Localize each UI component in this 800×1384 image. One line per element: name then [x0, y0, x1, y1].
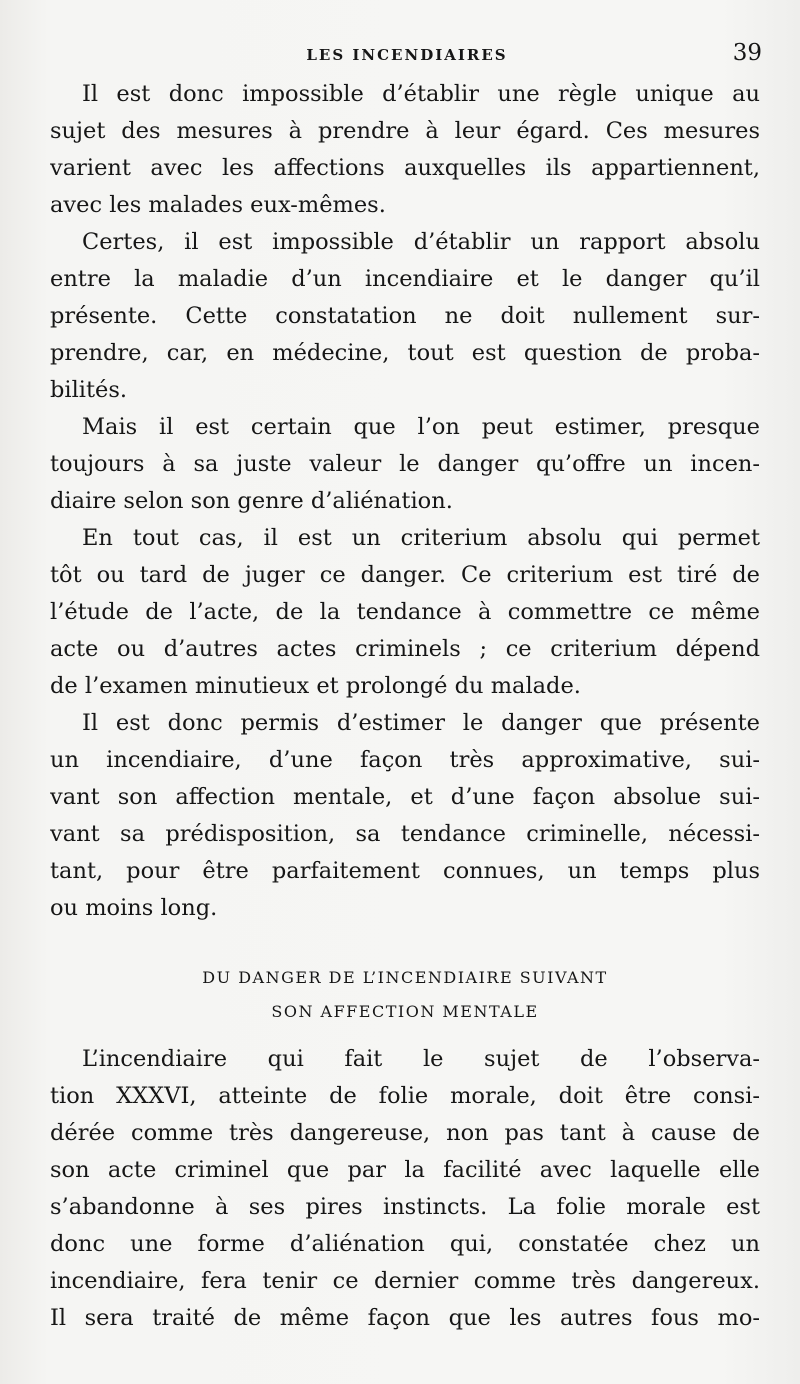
text-line: un incendiaire, d’une façon très approximative, sui- — [50, 747, 760, 773]
text-line: vant sa prédisposition, sa tendance criminelle, nécessi- — [50, 821, 760, 847]
text-line: son acte criminel que par la facilité avec laquelle elle — [50, 1157, 760, 1183]
text-line: avec les malades eux-mêmes. — [50, 192, 386, 218]
text-line: ou moins long. — [50, 895, 218, 921]
section-heading-line-1: DU DANGER DE L’INCENDIAIRE SUIVANT — [202, 968, 608, 987]
text-line: Il sera traité de même façon que les autres fous mo- — [50, 1305, 760, 1331]
body-text — [50, 76, 760, 1337]
text-line: Mais il est certain que l’on peut estimer, presque — [82, 414, 760, 440]
text-line: Certes, il est impossible d’établir un rapport absolu — [82, 229, 760, 255]
text-line: s’abandonne à ses pires instincts. La folie morale est — [50, 1194, 760, 1220]
text-line: incendiaire, fera tenir ce dernier comme très dangereux. — [50, 1268, 760, 1294]
paragraph-3 — [50, 409, 760, 520]
spacer — [50, 1029, 760, 1041]
text-line: présente. Cette constatation ne doit nullement sur- — [50, 303, 760, 329]
text-line: sujet des mesures à prendre à leur égard. Ces mesures — [50, 118, 760, 144]
paragraph-2 — [50, 224, 760, 409]
text-line: varient avec les affections auxquelles ils appartiennent, — [50, 155, 760, 181]
text-line: tion XXXVI, atteinte de folie morale, doit être consi- — [50, 1083, 760, 1109]
text-line: acte ou d’autres actes criminels ; ce criterium dépend — [50, 636, 760, 662]
paragraph-1 — [50, 76, 760, 224]
page-number: 39 — [732, 40, 762, 66]
text-line: prendre, car, en médecine, tout est question de proba- — [50, 340, 760, 366]
page-header — [52, 40, 762, 70]
text-line: vant son affection mentale, et d’une façon absolue sui- — [50, 784, 760, 810]
text-line: Il est donc permis d’estimer le danger que présente — [82, 710, 760, 736]
running-head: LES INCENDIAIRES — [306, 46, 508, 64]
section-heading — [50, 961, 760, 1029]
text-line: toujours à sa juste valeur le danger qu’offre un incen- — [50, 451, 760, 477]
text-line: En tout cas, il est un criterium absolu qui permet — [82, 525, 760, 551]
spacer — [50, 927, 760, 961]
text-line: L’incendiaire qui fait le sujet de l’observa- — [82, 1046, 760, 1072]
section-heading-line-2: SON AFFECTION MENTALE — [271, 1002, 539, 1021]
paragraph-6 — [50, 1041, 760, 1337]
text-line: entre la maladie d’un incendiaire et le danger qu’il — [50, 266, 760, 292]
text-line: bilités. — [50, 377, 128, 403]
text-line: donc une forme d’aliénation qui, constatée chez un — [50, 1231, 760, 1257]
text-line: l’étude de l’acte, de la tendance à commettre ce même — [50, 599, 760, 625]
text-line: dérée comme très dangereuse, non pas tant à cause de — [50, 1120, 760, 1146]
paragraph-4 — [50, 520, 760, 705]
paragraph-5 — [50, 705, 760, 927]
text-line: Il est donc impossible d’établir une règle unique au — [82, 81, 760, 107]
text-line: de l’examen minutieux et prolongé du malade. — [50, 673, 581, 699]
text-line: diaire selon son genre d’aliénation. — [50, 488, 453, 514]
text-line: tôt ou tard de juger ce danger. Ce criterium est tiré de — [50, 562, 760, 588]
text-line: tant, pour être parfaitement connues, un temps plus — [50, 858, 760, 884]
